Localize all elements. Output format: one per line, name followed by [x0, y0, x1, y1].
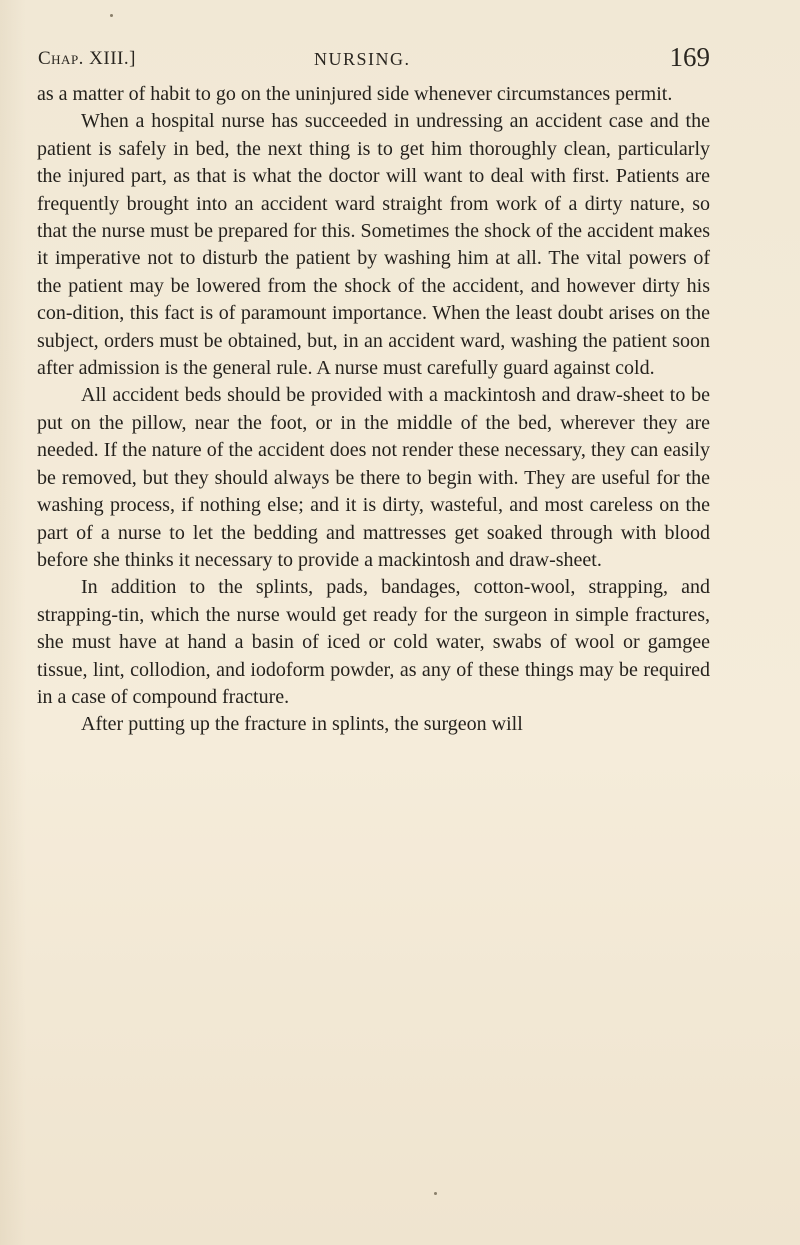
paper-speck	[110, 14, 113, 17]
paragraph-5: After putting up the fracture in splints, the surgeon will	[81, 713, 523, 736]
paragraph-4: In addition to the splints, pads, bandages, cotton-wool, strapping, and strapping-tin, which the nurse would get ready for the surgeon in simple fractures, she must have at hand a basin of iced or cold water, swabs of wool or gamgee tissue, lint, collodion, and iodoform powder, as any of these things may be required in a case of compound fracture.	[37, 576, 710, 708]
section-title: NURSING.	[314, 49, 411, 69]
running-head	[38, 40, 708, 76]
chapter-label: Chap. XIII.]	[38, 48, 136, 69]
paragraph-2: When a hospital nurse has succeeded in undressing an accident case and the patient is safely in bed, the next thing is to get him thoroughly clean, particularly the injured part, as that is what the doctor will want to deal with first. Patients are frequently brought into an accident ward straight from work of a dirty nature, so that the nurse must be prepared for this. Sometimes the shock of the accident makes it imperative not to disturb the patient by washing him at all. The vital powers of the patient may be lowered from the shock of the accident, and however dirty his con-dition, this fact is of paramount importance. When the least doubt arises on the subject, orders must be obtained, but, in an accident ward, washing the patient soon after admission is the general rule. A nurse must carefully guard against cold.	[37, 110, 710, 380]
paragraph-1: as a matter of habit to go on the uninjured side whenever circumstances permit.	[37, 83, 673, 105]
paper-speck	[434, 1192, 437, 1195]
paragraph-3: All accident beds should be provided with a mackintosh and draw-sheet to be put on the pillow, near the foot, or in the middle of the bed, wherever they are needed. If the nature of the accident does not render these necessary, they can easily be removed, but they should always be there to begin with. They are useful for the washing process, if nothing else; and it is dirty, wasteful, and most careless on the part of a nurse to let the bedding and mattresses get soaked through with blood before she thinks it necessary to provide a mackintosh and draw-sheet.	[37, 384, 710, 571]
page-number: 169	[669, 42, 710, 72]
body-text	[37, 81, 710, 739]
